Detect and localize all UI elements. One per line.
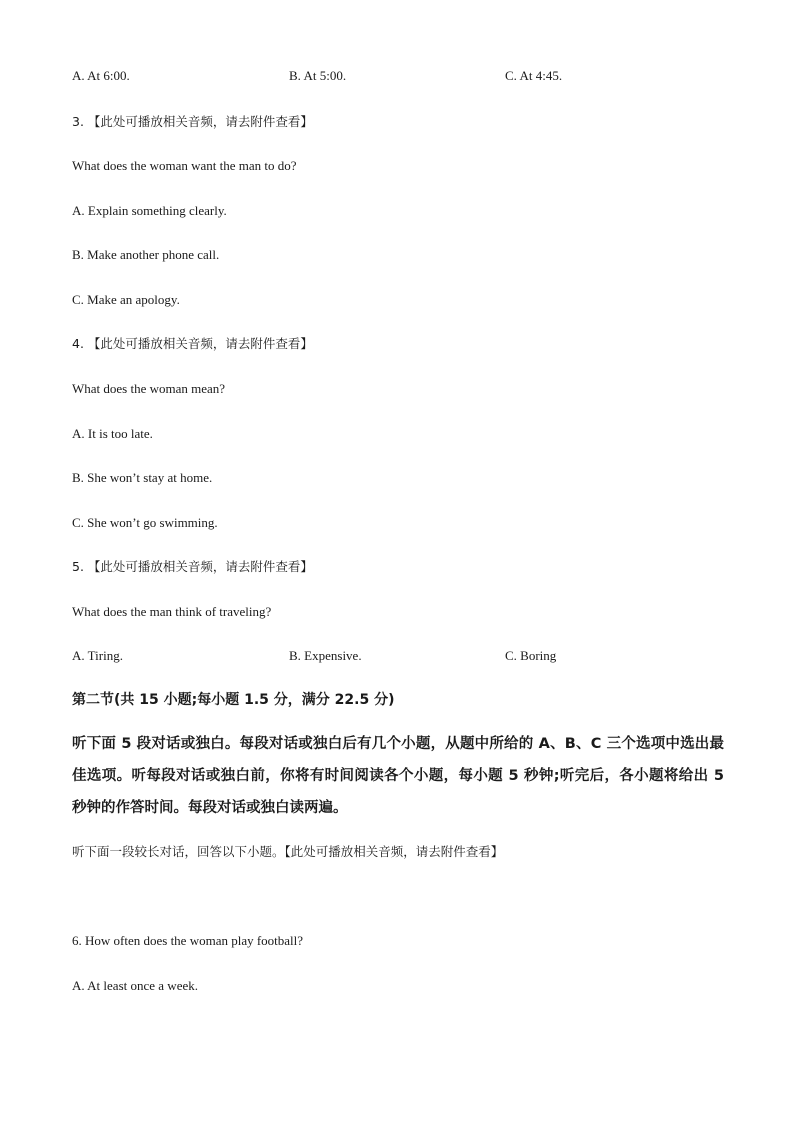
q4-header: 4. 【此处可播放相关音频，请去附件查看】 (72, 336, 313, 351)
q6-option-a: A. At least once a week. (72, 978, 198, 993)
q5-option-b: B. Expensive. (289, 648, 362, 663)
q3-question: What does the woman want the man to do? (72, 158, 297, 173)
q2-option-a: A. At 6:00. (72, 68, 130, 83)
q5-option-c: C. Boring (505, 648, 557, 663)
q5-question: What does the man think of traveling? (72, 604, 272, 619)
section2-instructions: 听下面 5 段对话或独白。每段对话或独白后有几个小题，从题中所给的 A、B、C 三个选项中选出最佳选项。听每段对话或独白前，你将有时间阅读各个小题，每小题 5 秒钟;听完后，各小题将给出 5 秒钟的作答时间。每段对话或独白读两遍。 (72, 736, 724, 816)
q3-header: 3. 【此处可播放相关音频，请去附件查看】 (72, 114, 313, 129)
q3-option-b: B. Make another phone call. (72, 247, 220, 262)
q5-header: 5. 【此处可播放相关音频，请去附件查看】 (72, 559, 313, 574)
q2-option-b: B. At 5:00. (289, 68, 347, 83)
q6-question: 6. How often does the woman play football? (72, 933, 304, 948)
q5-option-a: A. Tiring. (72, 648, 123, 663)
q3-option-a: A. Explain something clearly. (72, 203, 227, 218)
q4-option-c: C. She won’t go swimming. (72, 515, 218, 530)
section2-intro: 听下面一段较长对话，回答以下小题。【此处可播放相关音频，请去附件查看】 (72, 844, 504, 859)
q3-option-c: C. Make an apology. (72, 292, 180, 307)
section2-title: 第二节(共 15 小题;每小题 1.5 分，满分 22.5 分) (72, 692, 395, 708)
q4-option-b: B. She won’t stay at home. (72, 470, 213, 485)
q4-question: What does the woman mean? (72, 381, 226, 396)
q4-option-a: A. It is too late. (72, 426, 153, 441)
q2-option-c: C. At 4:45. (505, 68, 563, 83)
